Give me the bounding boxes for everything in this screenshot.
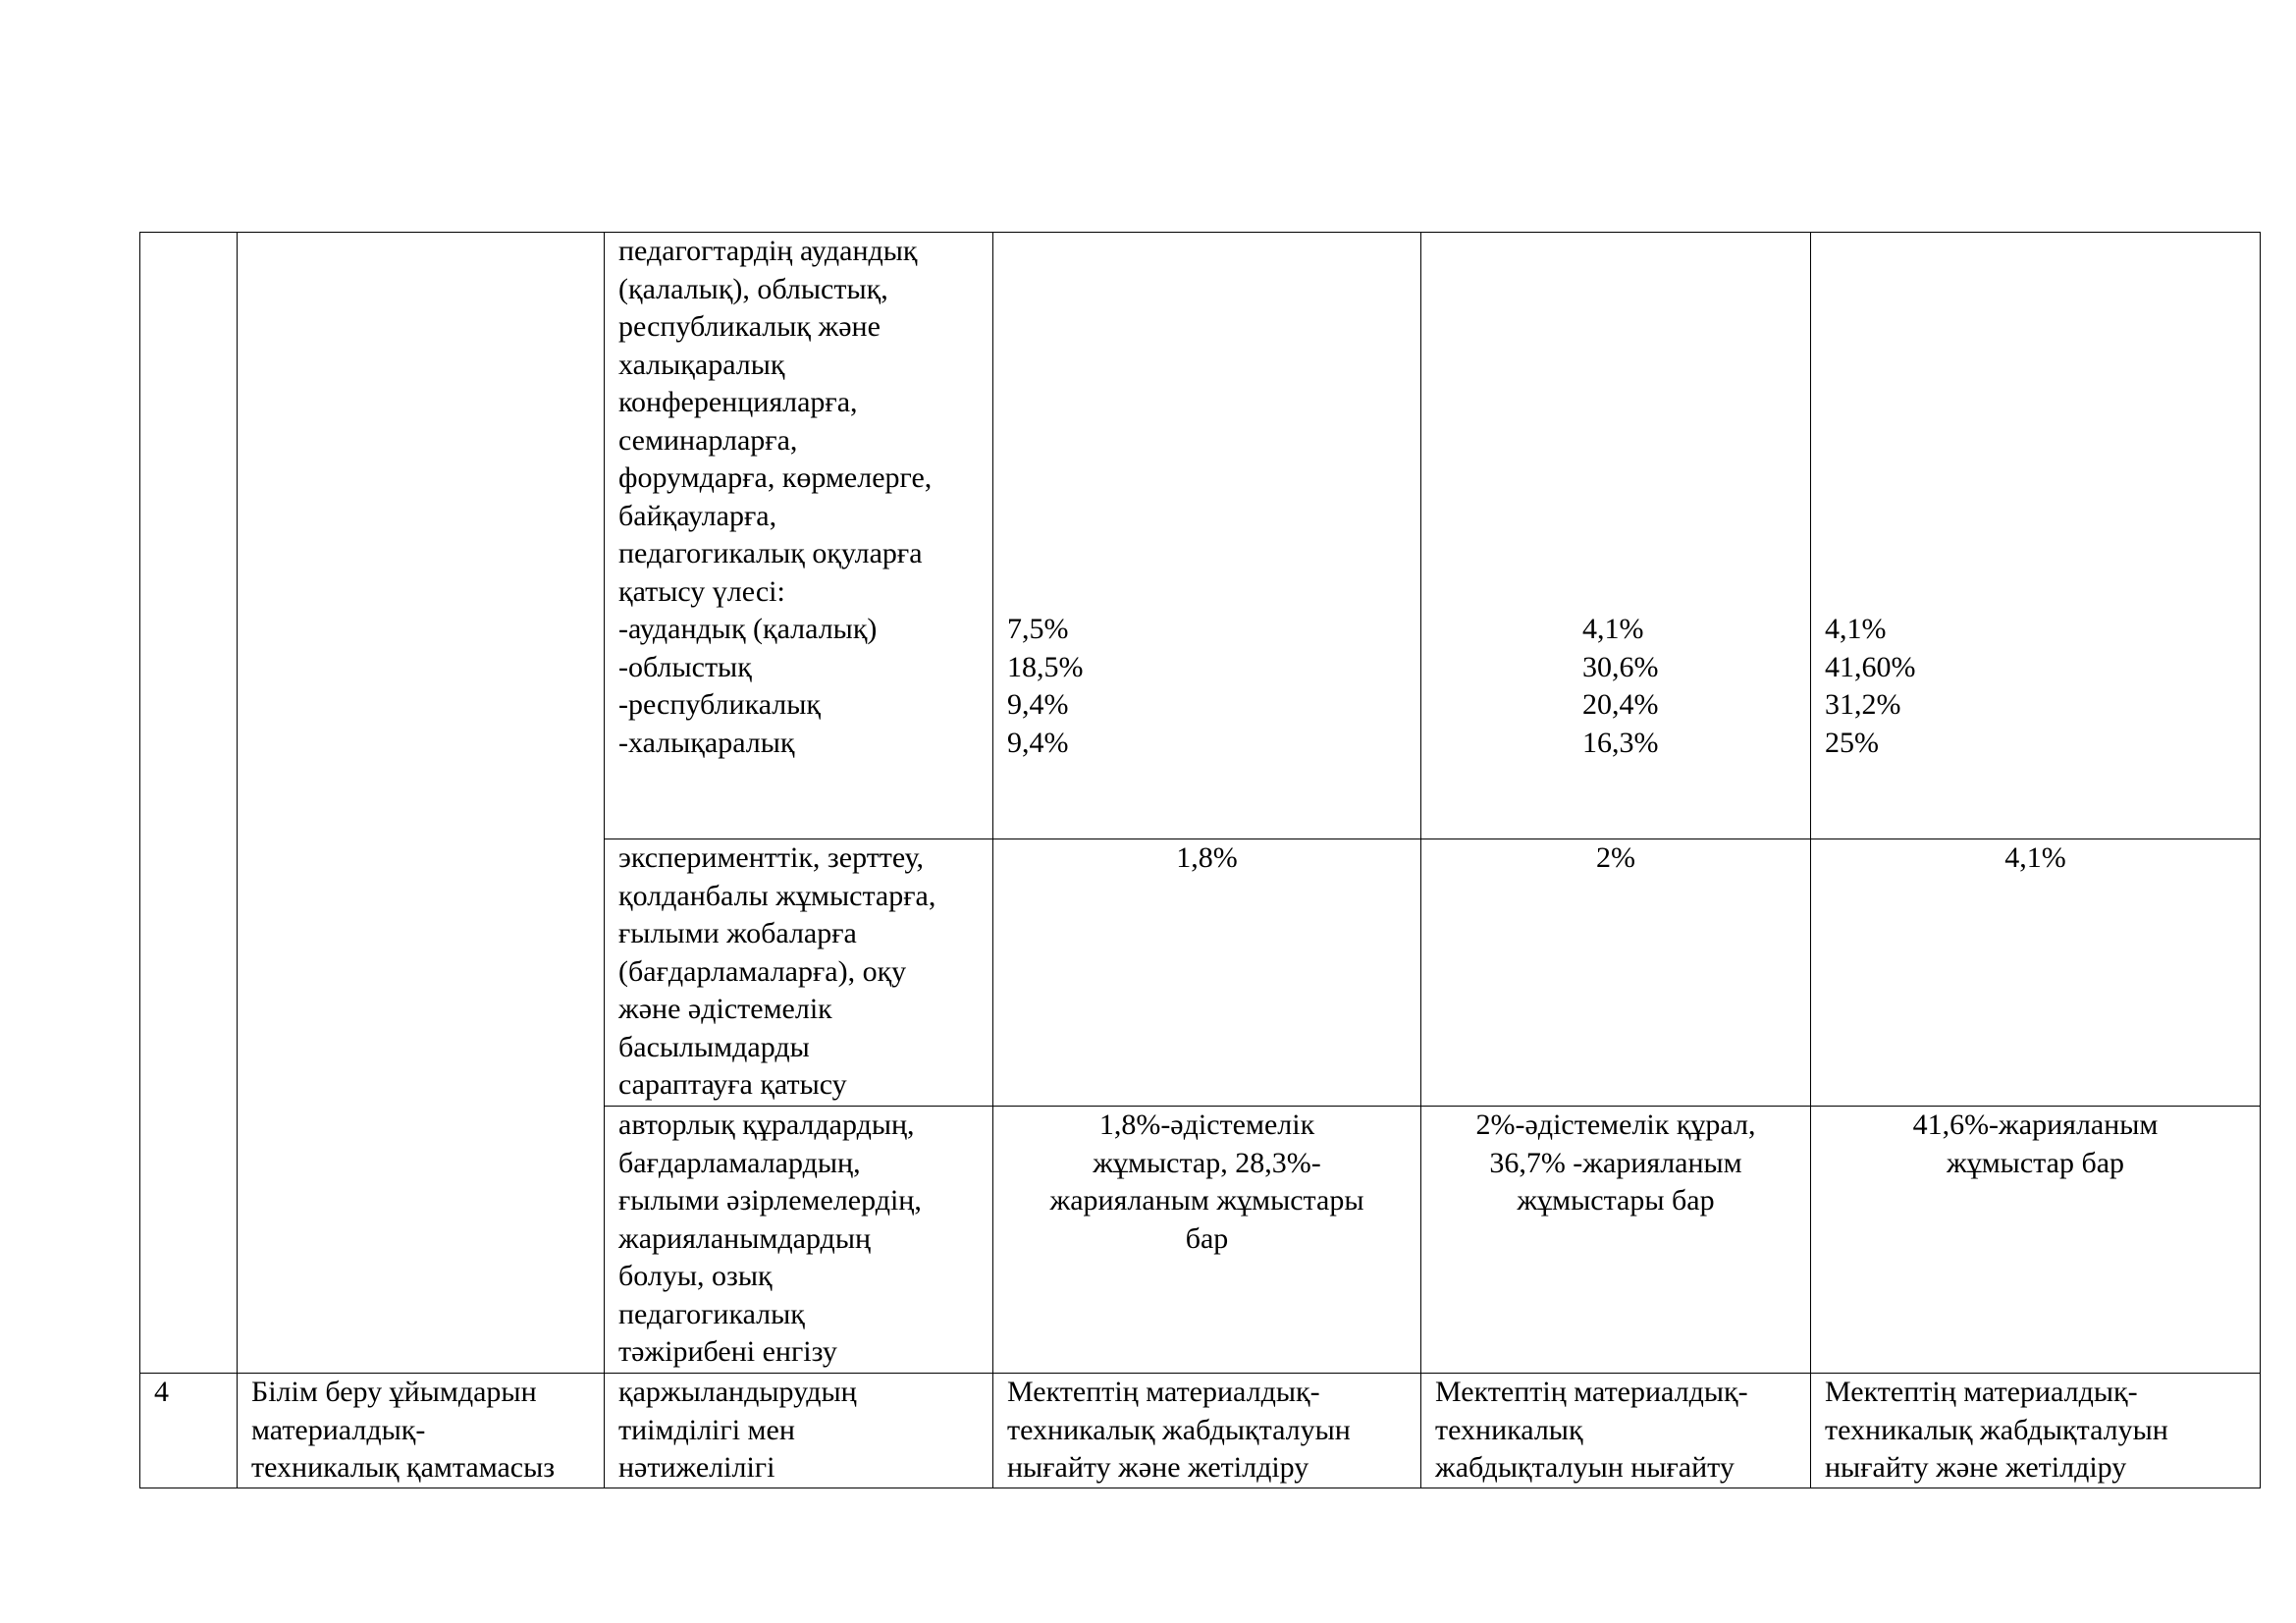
- value-cell-col2: 2%-әдістемелік құрал, 36,7% -жарияланым жұмыстары бар: [1421, 1107, 1811, 1374]
- area-cell: [238, 233, 605, 1374]
- value-text: 4,1% 41,60% 31,2% 25%: [1825, 613, 1916, 759]
- area-cell: Білім беру ұйымдарын материалдық- техникалық қамтамасыз: [238, 1374, 605, 1488]
- criterion-cell: эксперименттік, зерттеу, қолданбалы жұмыстарға, ғылыми жобаларға (бағдарламаларға), оқу және әдістемелік басылымдарды сараптауға қатысу: [605, 839, 993, 1107]
- value-cell-col1: Мектептің материалдық- техникалық жабдықталуын нығайту және жетілдіру: [993, 1374, 1421, 1488]
- value-cell-col2: [1421, 233, 1811, 839]
- value-cell-col1: [993, 233, 1421, 839]
- row-number-cell: [140, 233, 238, 1374]
- criterion-cell: қаржыландырудың тиімділігі мен нәтижелілігі: [605, 1374, 993, 1488]
- table-row: [140, 1374, 2261, 1488]
- value-cell-col3: 41,6%-жарияланым жұмыстар бар: [1811, 1107, 2261, 1374]
- value-cell-col3: [1811, 233, 2261, 839]
- row-number-cell: 4: [140, 1374, 238, 1488]
- value-cell-col2: 2%: [1421, 839, 1811, 1107]
- value-cell-col3: Мектептің материалдық- техникалық жабдықталуын нығайту және жетілдіру: [1811, 1374, 2261, 1488]
- value-cell-col1: 1,8%-әдістемелік жұмыстар, 28,3%- жарияланым жұмыстары бар: [993, 1107, 1421, 1374]
- value-cell-col2: Мектептің материалдық- техникалық жабдықталуын нығайту: [1421, 1374, 1811, 1488]
- value-cell-col1: 1,8%: [993, 839, 1421, 1107]
- indicators-table: [139, 232, 2261, 1488]
- value-text: 7,5% 18,5% 9,4% 9,4%: [1007, 613, 1084, 759]
- table-row: [140, 233, 2261, 839]
- value-text: 4,1% 30,6% 20,4% 16,3%: [1582, 613, 1659, 759]
- criterion-cell: педагогтардің аудандық (қалалық), облыстық, республикалық және халықаралық конференцияларға, семинарларға, форумдарға, көрмелерге, байқауларға, педагогикалық оқуларға қатысу үлесі: -аудандық (қалалық) -облыстық -республикалық -халықаралық: [605, 233, 993, 839]
- value-cell-col3: 4,1%: [1811, 839, 2261, 1107]
- criterion-cell: авторлық құралдардың, бағдарламалардың, ғылыми әзірлемелердің, жарияланымдардың болуы, озық педагогикалық тәжірибені енгізу: [605, 1107, 993, 1374]
